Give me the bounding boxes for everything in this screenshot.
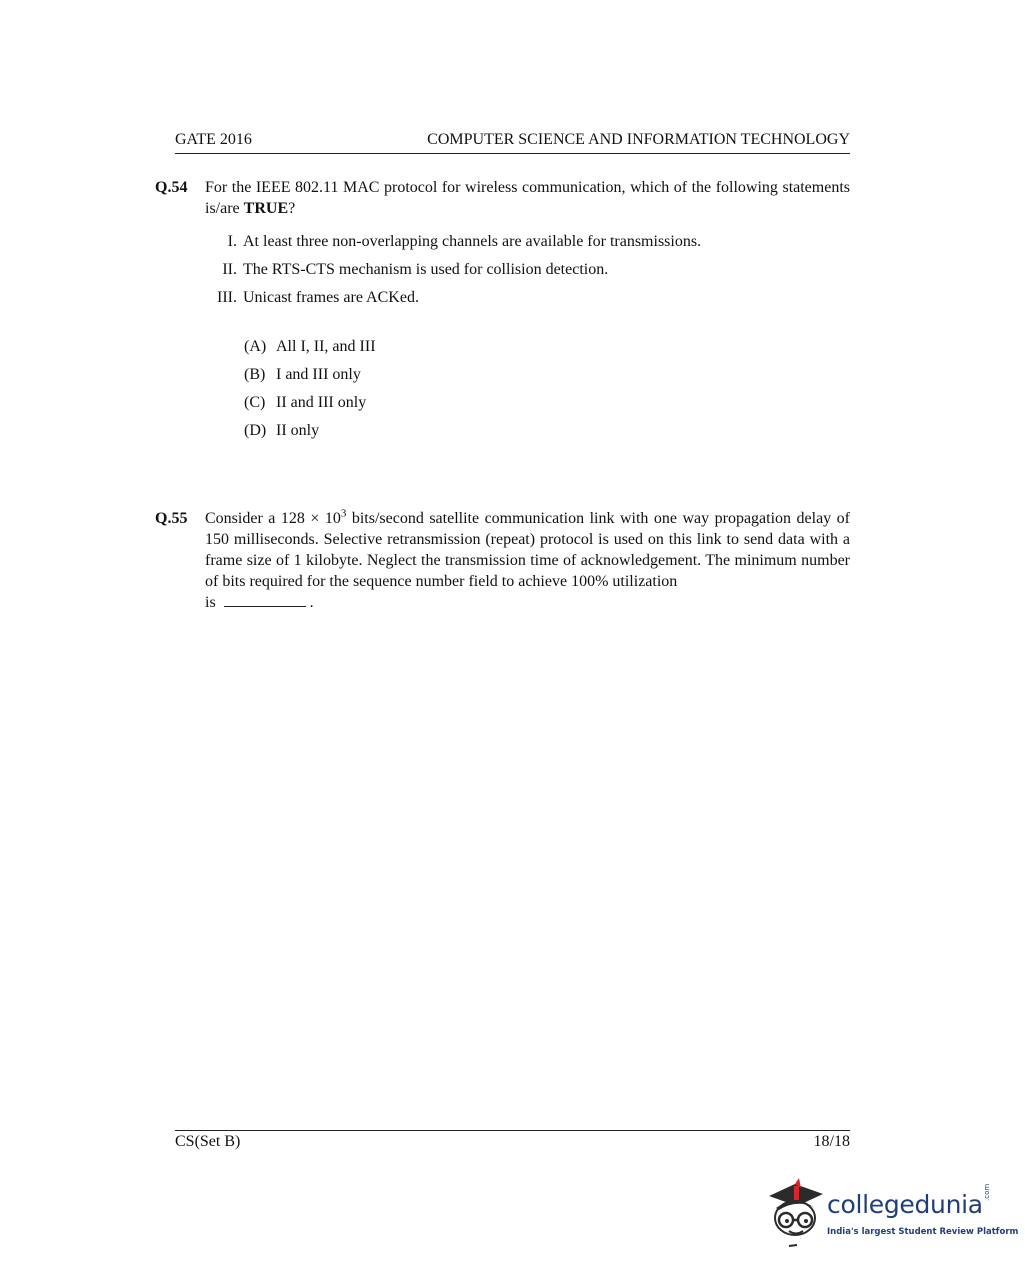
- question-text: For the IEEE 802.11 MAC protocol for wireless communication, which of the following statements is/are TRUE?: [205, 179, 850, 217]
- logo-tagline: India's largest Student Review Platform: [827, 1227, 1019, 1237]
- option-key: (D): [244, 422, 267, 439]
- statement-text: The RTS-CTS mechanism is used for collision detection.: [243, 261, 609, 278]
- answer-line: is .: [205, 594, 314, 611]
- question-number: Q.55: [155, 510, 188, 527]
- option-text: II only: [276, 422, 320, 439]
- subject-title: COMPUTER SCIENCE AND INFORMATION TECHNOLOGY: [427, 131, 850, 148]
- question-54: [155, 177, 850, 219]
- option-c: [244, 394, 366, 412]
- option-key: (B): [244, 366, 266, 383]
- statement-numeral: III.: [217, 289, 237, 306]
- emphasis-true: TRUE: [243, 200, 289, 217]
- option-b: [244, 366, 361, 384]
- question-55: [155, 508, 850, 613]
- question-text: Consider a $128 \times 10^3$ bits/second satellite communication link with one way propagation delay of 150 milliseconds. Selective retransmission (repeat) protocol is used on this link to send data with a frame size of 1 kilobyte. Neglect the transmission time of acknowledgement. The minimum number of bits required for the sequence number field to achieve 100% utilization: [205, 507, 850, 590]
- option-d: [244, 422, 319, 440]
- option-a: [244, 338, 376, 356]
- page-number: 18/18: [813, 1133, 850, 1150]
- exponent: 3: [340, 507, 347, 520]
- exam-title: GATE 2016: [175, 131, 252, 148]
- paper-set: CS(Set B): [175, 1133, 241, 1150]
- question-number: Q.54: [155, 179, 188, 196]
- option-text: II and III only: [276, 394, 367, 411]
- option-text: I and III only: [276, 366, 361, 383]
- option-key: (A): [244, 338, 267, 355]
- statement-numeral: I.: [227, 233, 237, 250]
- collegedunia-logo: [765, 1176, 1019, 1256]
- statement-numeral: II.: [222, 261, 237, 278]
- statement-text: At least three non-overlapping channels are available for transmissions.: [243, 233, 702, 250]
- logo-wordmark: collegedunia: [827, 1190, 983, 1219]
- option-text: All I, II, and III: [276, 338, 376, 355]
- option-key: (C): [244, 394, 266, 411]
- statement-text: Unicast frames are ACKed.: [243, 289, 419, 306]
- answer-blank: [224, 592, 306, 607]
- mascot-icon: [765, 1176, 827, 1256]
- page-footer: [175, 1130, 850, 1150]
- logo-domain: .com: [983, 1183, 991, 1201]
- page-header: [175, 131, 850, 154]
